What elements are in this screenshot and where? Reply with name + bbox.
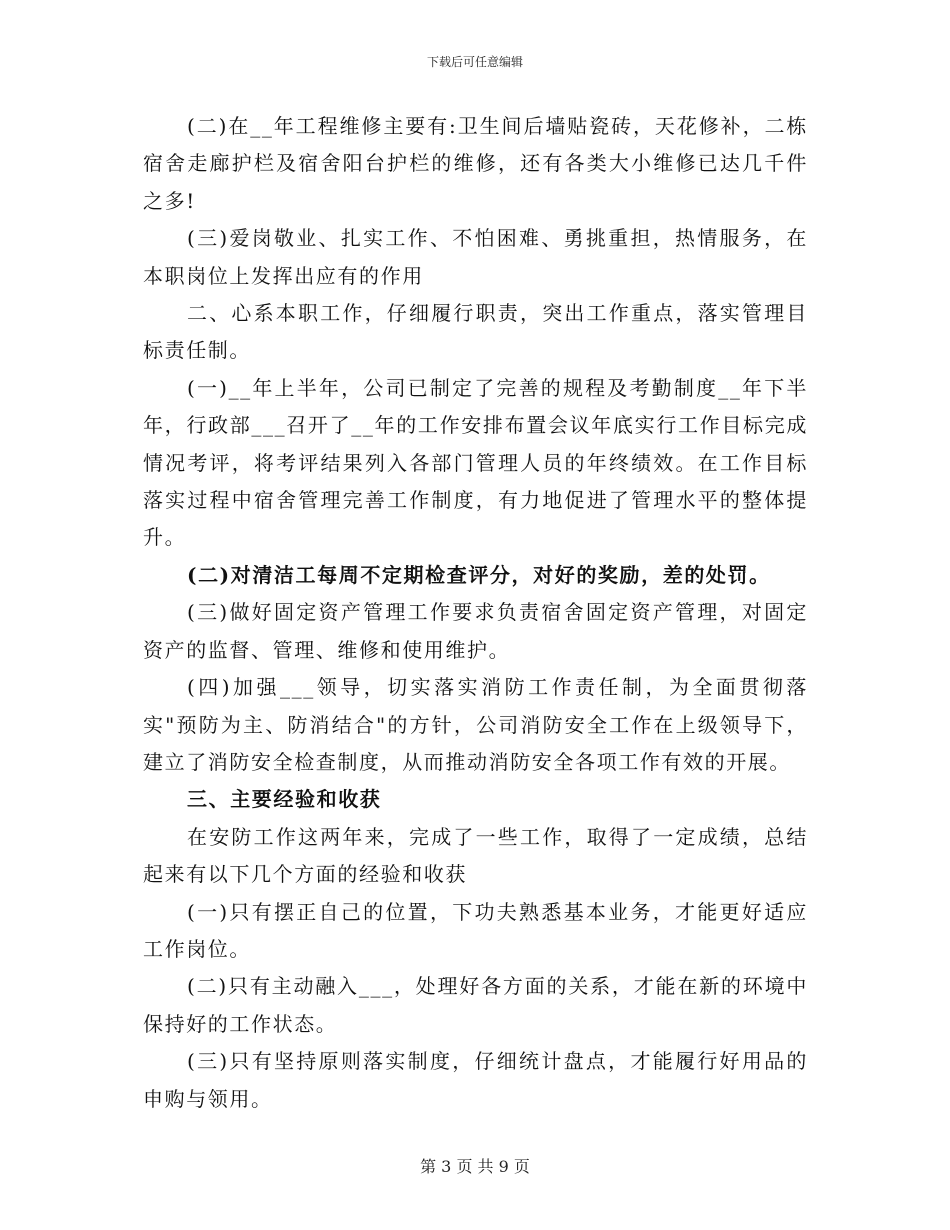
paragraph-9: 在安防工作这两年来，完成了一些工作，取得了一定成绩，总结起来有以下几个方面的经验和收获 (143, 824, 808, 887)
paragraph-12: (三)只有坚持原则落实制度，仔细统计盘点，才能履行好用品的申购与领用。 (143, 1049, 808, 1111)
paragraph-6: (三)做好固定资产管理工作要求负责宿舍固定资产管理，对固定资产的监督、管理、维修和使用维护。 (143, 600, 808, 662)
page-header: 下载后可任意编辑 (426, 55, 523, 69)
page-footer: 第 3 页 共 9 页 (420, 1157, 530, 1176)
paragraph-1: (二)在__年工程维修主要有:卫生间后墙贴瓷砖，天花修补，二栋宿舍走廊护栏及宿舍阳台护栏的维修，还有各类大小维修已达几千件之多! (143, 114, 808, 213)
paragraph-3: 二、心系本职工作，仔细履行职责，突出工作重点，落实管理目标责任制。 (143, 301, 808, 363)
section-heading-3: 三、主要经验和收获 (187, 787, 382, 812)
paragraph-2: (三)爱岗敬业、扎实工作、不怕困难、勇挑重担，热情服务，在本职岗位上发挥出应有的作用 (143, 226, 808, 288)
document-body (143, 108, 808, 1118)
paragraph-10: (一)只有摆正自己的位置，下功夫熟悉基本业务，才能更好适应工作岗位。 (143, 899, 808, 961)
paragraph-5-bold: (二)对清洁工每周不定期检查评分，对好的奖励，差的处罚。 (187, 562, 771, 587)
paragraph-11: (二)只有主动融入___，处理好各方面的关系，才能在新的环境中保持好的工作状态。 (143, 974, 808, 1036)
paragraph-4: (一)__年上半年，公司已制定了完善的规程及考勤制度__年下半年，行政部___召开了__年的工作安排布置会议年底实行工作目标完成情况考评，将考评结果列入各部门管理人员的年终绩效。在工作目标落实过程中宿舍管理完善工作制度，有力地促进了管理水平的整体提升。 (143, 375, 808, 550)
paragraph-7: (四)加强___领导，切实落实消防工作责任制，为全面贯彻落实"预防为主、防消结合"的方针，公司消防安全工作在上级领导下，建立了消防安全检查制度，从而推动消防安全各项工作有效的开展。 (143, 675, 808, 774)
